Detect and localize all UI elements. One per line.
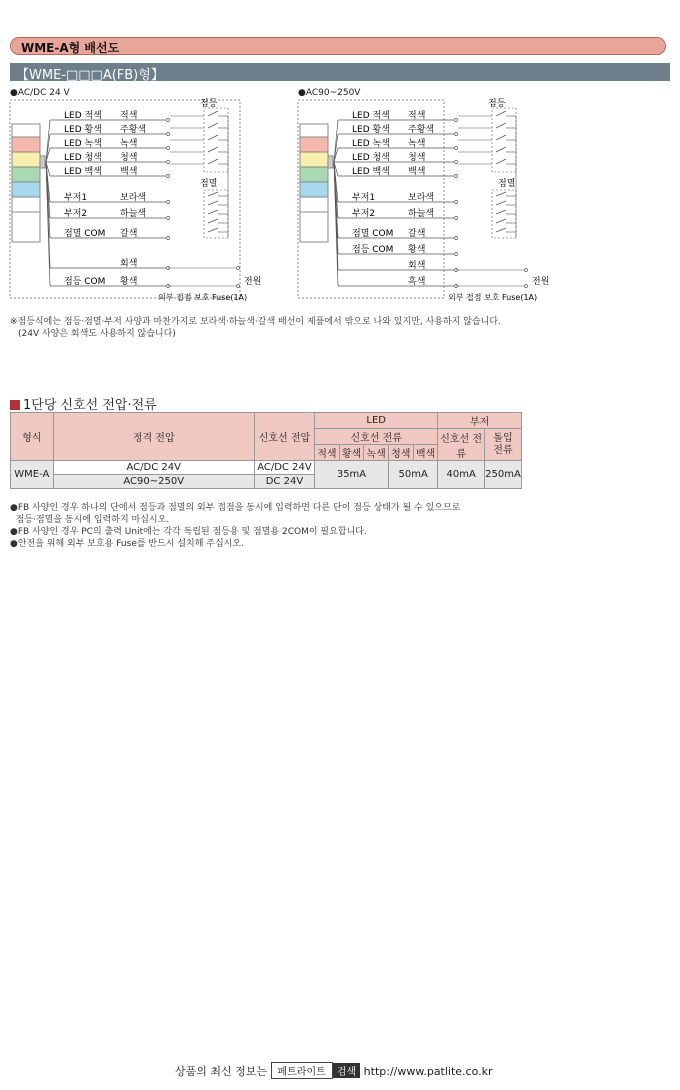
wire-color-left-6: 하늘색: [120, 209, 147, 219]
wire-color-right-4: 백색: [408, 167, 426, 177]
cell-led-current-2: 50mA: [388, 461, 437, 489]
search-button[interactable]: 검색: [333, 1063, 360, 1078]
page-title-bar: [10, 37, 666, 55]
wire-color-left-7: 갈색: [120, 229, 138, 239]
wire-color-left-2: 녹색: [120, 139, 138, 149]
lamp-label-right: 점등: [488, 99, 506, 109]
search-term-button[interactable]: 페트라이트: [271, 1062, 333, 1079]
wire-color-left-4: 백색: [120, 167, 138, 177]
lamp-label-left: 점등: [200, 99, 218, 109]
power-label-left: 전원: [244, 277, 262, 287]
wire-color-left-0: 적색: [120, 111, 138, 121]
wire-name-left-2: LED 녹색: [64, 139, 102, 149]
wire-color-left-1: 주황색: [120, 125, 147, 135]
section-square-icon: [10, 400, 20, 410]
wire-color-right-1: 주황색: [408, 125, 435, 135]
cell-rated-1: AC/DC 24V: [53, 461, 254, 475]
th-yellow: 황색: [339, 445, 364, 461]
th-red: 적색: [315, 445, 340, 461]
th-signal-v: 신호선 전압: [254, 413, 314, 461]
cell-signal-2: DC 24V: [254, 475, 314, 489]
th-model: 형식: [11, 413, 54, 461]
wire-color-right-10: 흑색: [408, 277, 426, 287]
note-2: 점등·점멸을 동시에 입력하지 마십시오.: [10, 515, 170, 525]
wire-name-right-6: 부저2: [352, 209, 376, 219]
th-led-current: 신호선 전류: [315, 429, 438, 445]
wire-color-left-3: 청색: [120, 153, 138, 163]
wire-color-right-2: 녹색: [408, 139, 426, 149]
diagram-note-1: ※점등식에는 점등·점멸·부저 사양과 마찬가지로 보라색·하늘색·갈색 배선이 제품에서 밖으로 나와 있지만, 사용하지 않습니다.: [10, 317, 501, 327]
wire-color-right-8: 황색: [408, 245, 426, 255]
wire-name-left-0: LED 적색: [64, 111, 102, 121]
wire-name-right-2: LED 녹색: [352, 139, 390, 149]
power-label-right: 전원: [532, 277, 550, 287]
wire-name-left-4: LED 백색: [64, 167, 102, 177]
wire-color-right-6: 하늘색: [408, 209, 435, 219]
cell-inrush: 250mA: [484, 461, 521, 489]
flash-label-left: 점멸: [200, 179, 218, 189]
th-white: 백색: [413, 445, 438, 461]
wire-name-left-1: LED 황색: [64, 125, 102, 135]
wire-name-right-1: LED 황색: [352, 125, 390, 135]
wire-color-right-9: 회색: [408, 261, 426, 271]
fuse-label-left: 외부 접점 보호 Fuse(1A): [158, 293, 248, 302]
note-4: ●안전을 위해 외부 보호용 Fuse를 반드시 설치해 주십시오.: [10, 539, 244, 549]
note-3: ●FB 사양인 경우 PC의 출력 Unit에는 각각 독립된 점등용 및 점멸용 2COM이 필요합니다.: [10, 527, 367, 537]
wire-name-left-5: 부저1: [64, 193, 88, 203]
wire-name-right-7: 점멸 COM: [352, 229, 394, 239]
wire-name-left-9: 점등 COM: [64, 277, 106, 287]
section-title: 1단당 신호선 전압·전류: [10, 394, 157, 413]
cell-led-current-1: 35mA: [315, 461, 389, 489]
wire-name-left-3: LED 청색: [64, 153, 102, 163]
tower-lamp-right: [300, 124, 333, 242]
diagram-left-caption: ●AC/DC 24 V: [10, 88, 70, 98]
wire-name-right-0: LED 적색: [352, 111, 390, 121]
th-led: LED: [315, 413, 438, 429]
flash-label-right: 점멸: [498, 179, 516, 189]
th-inrush: 돌입 전류: [484, 429, 521, 461]
wire-color-right-0: 적색: [408, 111, 426, 121]
cell-buzzer-current: 40mA: [438, 461, 485, 489]
diagram-note-2: (24V 사양은 회색도 사용하지 않습니다): [18, 329, 176, 339]
cell-rated-2: AC90~250V: [53, 475, 254, 489]
wire-name-right-8: 점등 COM: [352, 245, 394, 255]
page-title: WME-A형 배선도: [21, 41, 120, 55]
th-buzzer: 부저: [438, 413, 522, 429]
wire-color-left-9: 황색: [120, 277, 138, 287]
wire-name-left-7: 점멸 COM: [64, 229, 106, 239]
th-green: 녹색: [364, 445, 389, 461]
footer-url[interactable]: http://www.patlite.co.kr: [363, 1065, 493, 1078]
fuse-label-right: 외부 접점 보호 Fuse(1A): [448, 293, 538, 302]
cell-signal-1: AC/DC 24V: [254, 461, 314, 475]
wire-name-left-6: 부저2: [64, 209, 88, 219]
th-rated: 정격 전압: [53, 413, 254, 461]
wiring-diagram-left: [8, 96, 270, 306]
tower-lamp-left: [12, 124, 45, 242]
wire-color-right-3: 청색: [408, 153, 426, 163]
wire-color-left-8: 회색: [120, 259, 138, 269]
diagram-right-caption: ●AC90~250V: [298, 88, 361, 98]
th-buzzer-current: 신호선 전류: [438, 429, 485, 461]
spec-table: [10, 412, 522, 489]
footer-text: 상품의 최신 정보는: [175, 1065, 268, 1078]
wire-name-right-3: LED 청색: [352, 153, 390, 163]
wire-color-right-5: 보라색: [408, 193, 435, 203]
th-blue: 청색: [388, 445, 413, 461]
wiring-diagram-right: [296, 96, 558, 306]
wire-color-right-7: 갈색: [408, 229, 426, 239]
wire-name-right-5: 부저1: [352, 193, 376, 203]
note-1: ●FB 사양인 경우 하나의 단에서 점등과 점멸의 외부 접점을 동시에 입력하면 다른 단이 점등 상태가 될 수 있으므로: [10, 503, 461, 513]
wire-color-left-5: 보라색: [120, 193, 147, 203]
subtitle-bar: [10, 63, 670, 81]
footer: [175, 1062, 493, 1079]
cell-model: WME-A: [11, 461, 54, 489]
subtitle: 【WME-□□□A(FB)형】: [16, 68, 164, 83]
wire-name-right-4: LED 백색: [352, 167, 390, 177]
